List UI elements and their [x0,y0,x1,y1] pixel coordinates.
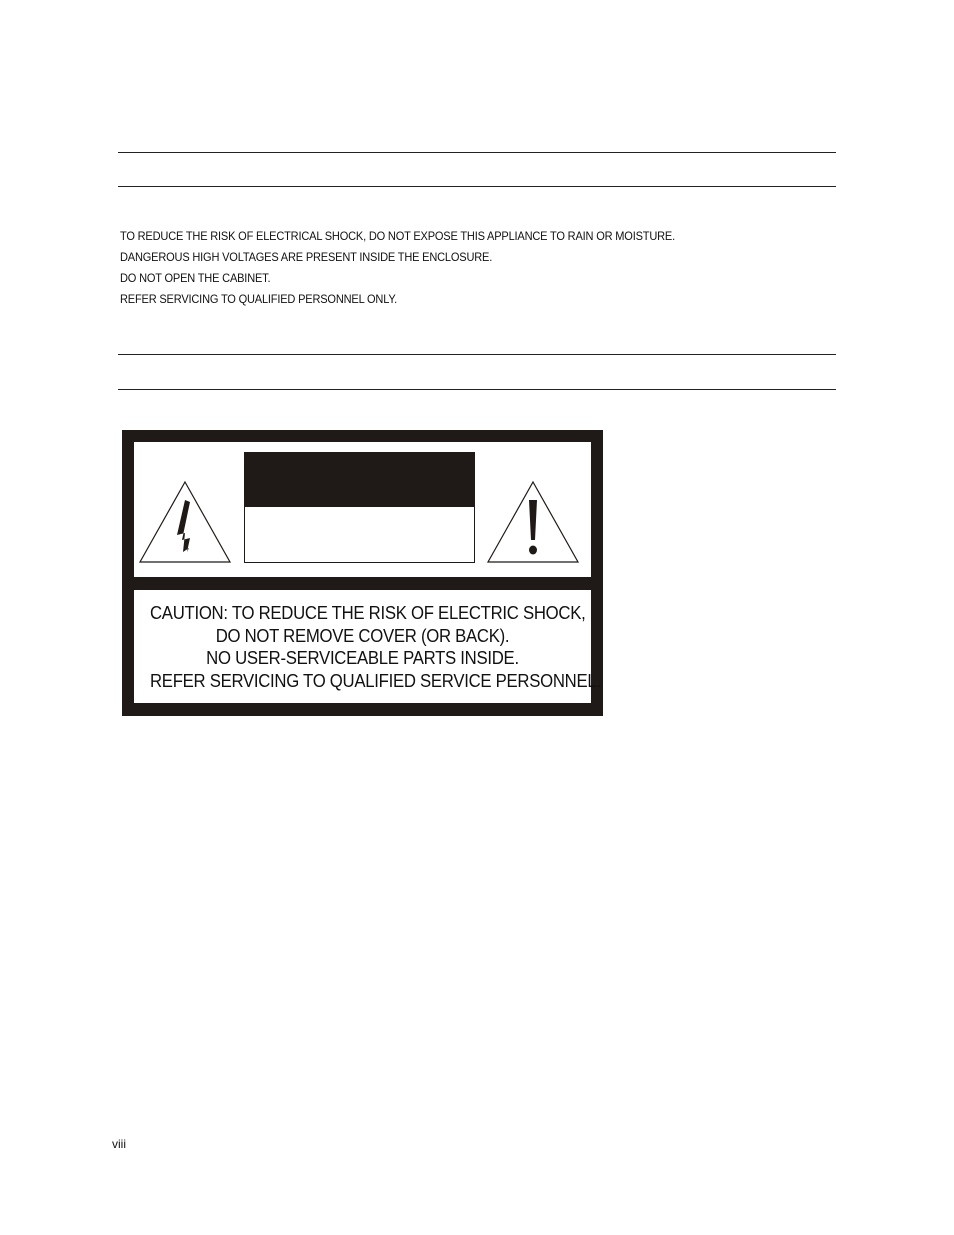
caution-text-block [134,602,601,692]
rule-mid-2 [118,389,836,390]
caution-line: NO USER-SERVICEABLE PARTS INSIDE. [206,648,519,668]
rule-top-2 [118,186,836,187]
caution-header-band [245,453,474,507]
lightning-bolt-triangle-icon [138,480,232,564]
warning-line: DO NOT OPEN THE CABINET. [120,271,271,285]
caution-label [122,430,603,716]
warning-line: REFER SERVICING TO QUALIFIED PERSONNEL ONLY. [120,292,397,306]
warning-line: TO REDUCE THE RISK OF ELECTRICAL SHOCK, DO NOT EXPOSE THIS APPLIANCE TO RAIN OR MOISTURE. [120,229,675,243]
warning-text-block [120,226,723,310]
caution-label-symbols-panel [134,442,591,577]
caution-header-box [244,452,475,563]
caution-label-text-panel [134,590,601,703]
caution-line: REFER SERVICING TO QUALIFIED SERVICE PERSONNEL. [149,670,601,691]
warning-line: DANGEROUS HIGH VOLTAGES ARE PRESENT INSIDE THE ENCLOSURE. [120,250,493,264]
exclamation-triangle-icon [486,480,580,564]
caution-line: DO NOT REMOVE COVER (OR BACK). [215,625,510,646]
rule-top-1 [118,152,836,153]
rule-mid-1 [118,354,836,355]
caution-line: CAUTION: TO REDUCE THE RISK OF ELECTRIC SHOCK, [149,603,586,623]
page-number: viii [112,1137,126,1151]
